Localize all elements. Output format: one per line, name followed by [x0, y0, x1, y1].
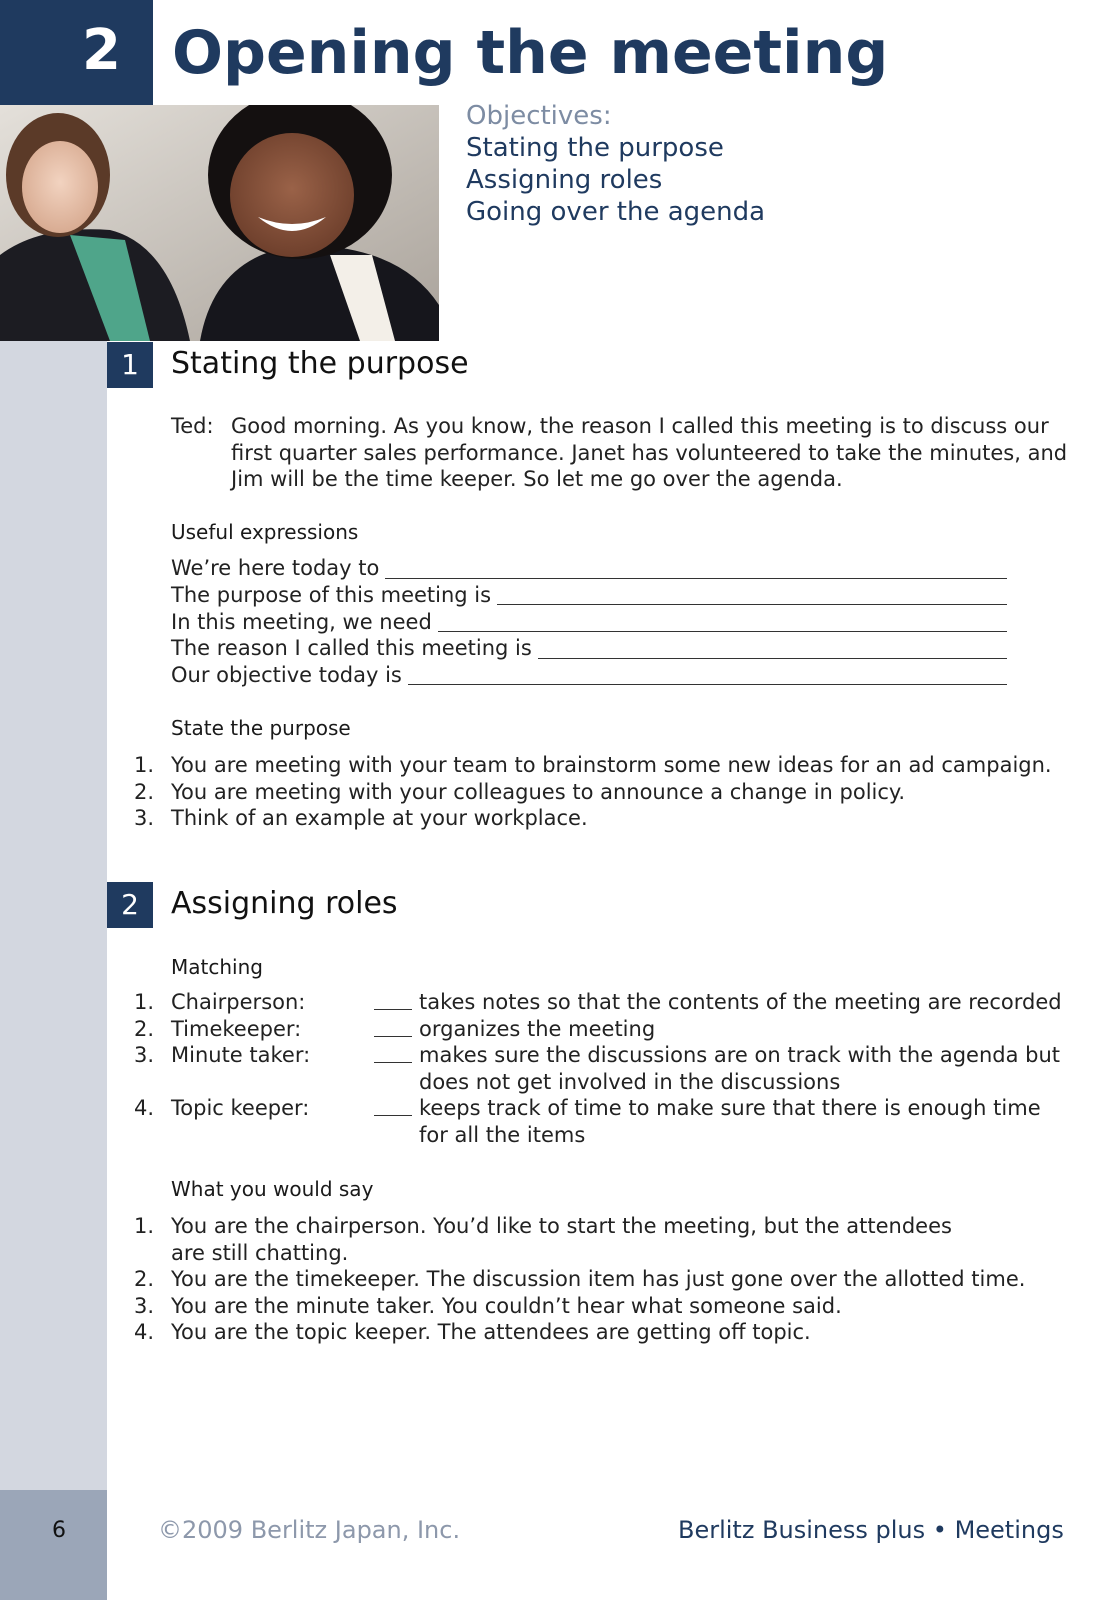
section-number-badge: 1 — [107, 342, 153, 388]
footer-band — [0, 1490, 107, 1600]
list-item — [134, 805, 1052, 832]
item-number: 1. — [134, 753, 155, 777]
matching-row — [134, 1095, 1041, 1148]
item-text: Think of an example at your workplace. — [171, 806, 588, 830]
chapter-number: 2 — [82, 18, 121, 83]
expression-prompt: We’re here today to — [171, 556, 380, 581]
item-text: You are the timekeeper. The discussion item has just gone over the allotted time. — [171, 1267, 1026, 1291]
item-text: are still chatting. — [171, 1240, 349, 1265]
expression-prompt: In this meeting, we need — [171, 609, 432, 634]
dialogue-speaker: Ted: — [171, 414, 214, 438]
role-name: Timekeeper: — [171, 1016, 302, 1041]
role-description: for all the items — [419, 1122, 586, 1147]
what-you-would-say-heading: What you would say — [171, 1177, 374, 1201]
dialogue-line: first quarter sales performance. Janet has volunteered to take the minutes, and — [231, 440, 1068, 465]
expression-prompt: The purpose of this meeting is — [171, 582, 492, 607]
item-number: 3. — [134, 1293, 155, 1318]
item-number: 2. — [134, 1016, 155, 1041]
item-text: You are meeting with your colleagues to announce a change in policy. — [171, 779, 906, 804]
copyright-notice: ©2009 Berlitz Japan, Inc. — [158, 1516, 461, 1544]
dialogue-line: Good morning. As you know, the reason I called this meeting is to discuss our — [231, 414, 1049, 438]
list-item — [134, 779, 1052, 806]
item-number: 2. — [134, 1267, 155, 1291]
section-number-badge: 2 — [107, 882, 153, 928]
expression-row — [171, 582, 1007, 609]
role-name: Topic keeper: — [171, 1096, 310, 1120]
item-number: 3. — [134, 1043, 155, 1067]
matching-heading: Matching — [171, 955, 263, 979]
list-item — [134, 1213, 1025, 1266]
role-name: Minute taker: — [171, 1043, 311, 1067]
role-name: Chairperson: — [171, 990, 306, 1014]
answer-blank-line[interactable] — [374, 1062, 412, 1063]
item-number: 1. — [134, 990, 155, 1014]
section-title: Stating the purpose — [171, 346, 469, 381]
state-purpose-list — [134, 752, 1052, 832]
answer-blank-line[interactable] — [438, 631, 1007, 632]
objective-item: Going over the agenda — [466, 197, 766, 227]
state-purpose-heading: State the purpose — [171, 716, 351, 740]
objectives-heading: Objectives: — [466, 101, 612, 131]
role-description: keeps track of time to make sure that there is enough time — [419, 1096, 1041, 1120]
answer-blank-line[interactable] — [374, 1115, 412, 1116]
matching-row — [134, 989, 1062, 1016]
item-number: 4. — [134, 1320, 155, 1344]
answer-blank-line[interactable] — [408, 684, 1007, 685]
item-number: 3. — [134, 806, 155, 830]
item-text: You are the minute taker. You couldn’t hear what someone said. — [171, 1293, 842, 1318]
what-you-would-say-list — [134, 1213, 1025, 1346]
item-text: You are the topic keeper. The attendees are getting off topic. — [171, 1320, 811, 1344]
item-number: 2. — [134, 779, 155, 804]
chapter-band — [0, 0, 153, 105]
expression-row — [171, 635, 1007, 662]
dialogue-line: Jim will be the time keeper. So let me go over the agenda. — [231, 467, 843, 491]
side-bar — [0, 340, 107, 1490]
role-description: takes notes so that the contents of the meeting are recorded — [419, 990, 1062, 1014]
useful-expressions-list — [171, 555, 1007, 688]
page-number: 6 — [52, 1518, 66, 1543]
expression-row — [171, 555, 1007, 582]
book-title: Berlitz Business plus • Meetings — [678, 1516, 1064, 1544]
role-description: makes sure the discussions are on track with the agenda but — [419, 1043, 1061, 1067]
item-number: 4. — [134, 1096, 155, 1120]
matching-row — [134, 1016, 1014, 1043]
item-text: You are meeting with your team to brainstorm some new ideas for an ad campaign. — [171, 753, 1052, 777]
list-item — [134, 1293, 1025, 1320]
answer-blank-line[interactable] — [374, 1036, 412, 1037]
objective-item: Stating the purpose — [466, 133, 724, 163]
section-title: Assigning roles — [171, 886, 398, 921]
matching-exercise — [134, 989, 1062, 1148]
expression-prompt: The reason I called this meeting is — [171, 636, 532, 661]
expression-row — [171, 662, 1007, 689]
objective-item: Assigning roles — [466, 165, 663, 195]
role-description: organizes the meeting — [419, 1016, 656, 1041]
item-text: You are the chairperson. You’d like to start the meeting, but the attendees — [171, 1214, 952, 1238]
item-number: 1. — [134, 1214, 155, 1238]
answer-blank-line[interactable] — [538, 658, 1007, 659]
useful-expressions-heading: Useful expressions — [171, 520, 359, 544]
businesswomen-photo — [0, 105, 439, 341]
answer-blank-line[interactable] — [497, 604, 1007, 605]
objectives — [466, 100, 765, 228]
chapter-title: Opening the meeting — [172, 18, 889, 88]
role-description: does not get involved in the discussions — [419, 1069, 841, 1094]
answer-blank-line[interactable] — [374, 1009, 412, 1010]
list-item — [134, 1319, 1025, 1346]
answer-blank-line[interactable] — [385, 578, 1007, 579]
list-item — [134, 752, 1052, 779]
expression-prompt: Our objective today is — [171, 662, 402, 687]
list-item — [134, 1266, 1025, 1293]
expression-row — [171, 608, 1007, 635]
matching-row — [134, 1042, 1061, 1095]
